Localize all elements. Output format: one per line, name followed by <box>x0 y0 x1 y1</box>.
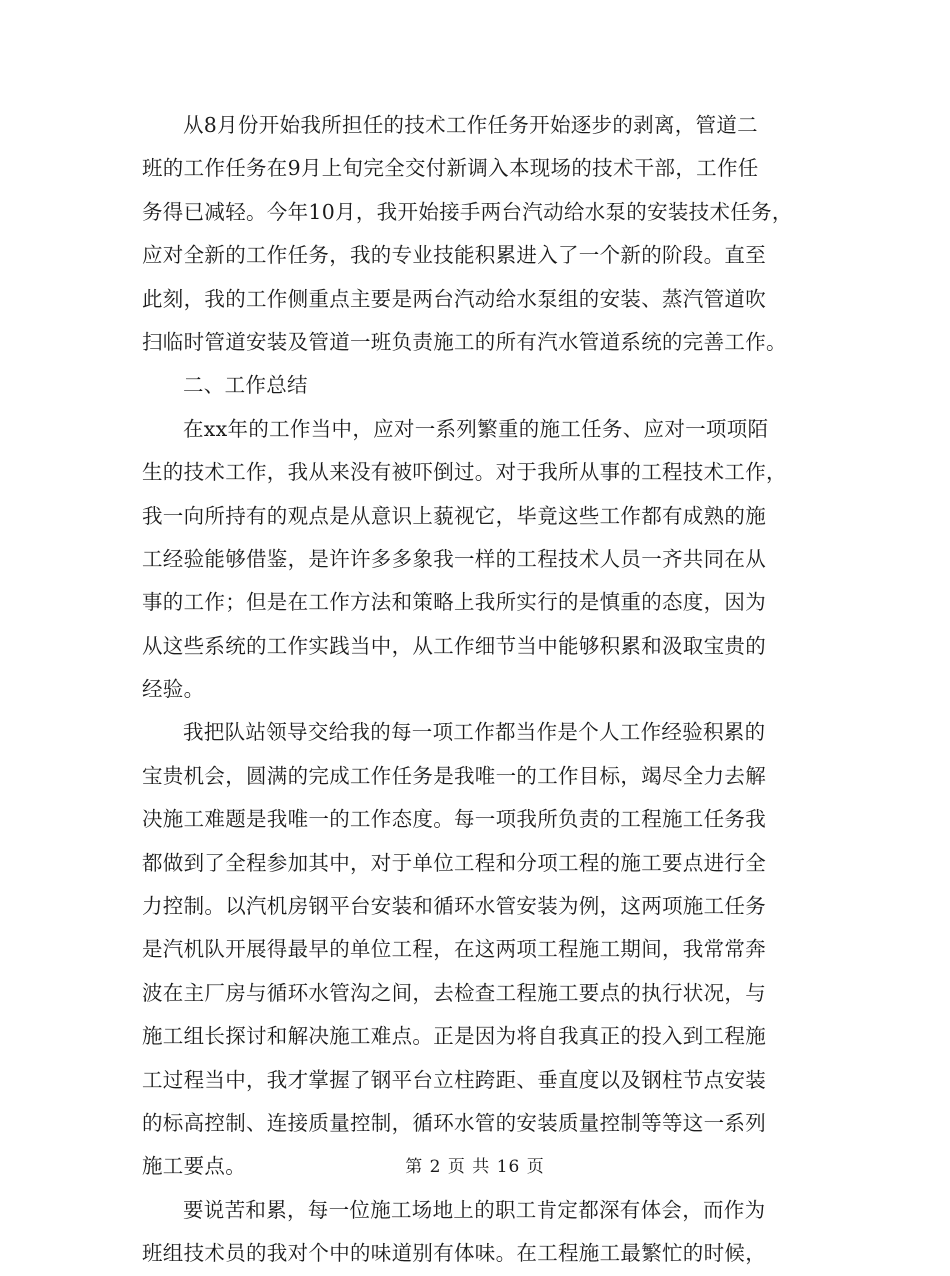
text-line: 从这些系统的工作实践当中，从工作细节当中能够积累和汲取宝贵的 <box>142 633 766 658</box>
text-line: 应对全新的工作任务，我的专业技能积累进入了一个新的阶段。直至 <box>142 243 766 268</box>
text-line: 生的技术工作，我从来没有被吓倒过。对于我所从事的工程技术工作， <box>142 460 787 485</box>
text-line: 我把队站领导交给我的每一项工作都当作是个人工作经验积累的 <box>183 720 766 745</box>
text-line: 的标高控制、连接质量控制，循环水管的安装质量控制等等这一系列 <box>142 1110 766 1135</box>
text-line: 工过程当中，我才掌握了钢平台立柱跨距、垂直度以及钢柱节点安装 <box>142 1067 766 1092</box>
text-line: 是汽机队开展得最早的单位工程，在这两项工程施工期间，我常常奔 <box>142 937 766 962</box>
text-line: 波在主厂房与循环水管沟之间，去检查工程施工要点的执行状况，与 <box>142 980 766 1005</box>
text-line: 务得已减轻。今年10月，我开始接手两台汽动给水泵的安装技术任务， <box>142 199 793 224</box>
text-line: 在xx年的工作当中，应对一系列繁重的施工任务、应对一项项陌 <box>183 416 769 441</box>
text-line: 班组技术员的我对个中的味道别有体味。在工程施工最繁忙的时候， <box>142 1241 766 1266</box>
text-line: 决施工难题是我唯一的工作态度。每一项我所负责的工程施工任务我 <box>142 807 766 832</box>
text-line: 班的工作任务在9月上旬完全交付新调入本现场的技术干部，工作任 <box>142 156 759 181</box>
page-footer: 第 2 页 共 16 页 <box>405 1157 545 1177</box>
text-line: 力控制。以汽机房钢平台安装和循环水管安装为例，这两项施工任务 <box>142 894 766 919</box>
text-line: 经验。 <box>142 677 205 702</box>
text-line: 施工要点。 <box>142 1154 246 1179</box>
text-line: 此刻，我的工作侧重点主要是两台汽动给水泵组的安装、蒸汽管道吹 <box>142 286 766 311</box>
text-line: 工经验能够借鉴，是许许多多象我一样的工程技术人员一齐共同在从 <box>142 546 766 571</box>
text-line: 二、工作总结 <box>183 373 308 398</box>
text-line: 事的工作；但是在工作方法和策略上我所实行的是慎重的态度，因为 <box>142 590 766 615</box>
text-line: 从8月份开始我所担任的技术工作任务开始逐步的剥离，管道二 <box>183 113 758 137</box>
text-line: 都做到了全程参加其中，对于单位工程和分项工程的施工要点进行全 <box>142 850 766 875</box>
text-line: 扫临时管道安装及管道一班负责施工的所有汽水管道系统的完善工作。 <box>142 329 787 354</box>
text-line: 宝贵机会，圆满的完成工作任务是我唯一的工作目标，竭尽全力去解 <box>142 763 766 788</box>
text-line: 施工组长探讨和解决施工难点。正是因为将自我真正的投入到工程施 <box>142 1024 766 1049</box>
text-line: 要说苦和累，每一位施工场地上的职工肯定都深有体会，而作为 <box>183 1197 766 1222</box>
document-body <box>142 104 822 1276</box>
text-line: 我一向所持有的观点是从意识上藐视它，毕竟这些工作都有成熟的施 <box>142 503 766 528</box>
